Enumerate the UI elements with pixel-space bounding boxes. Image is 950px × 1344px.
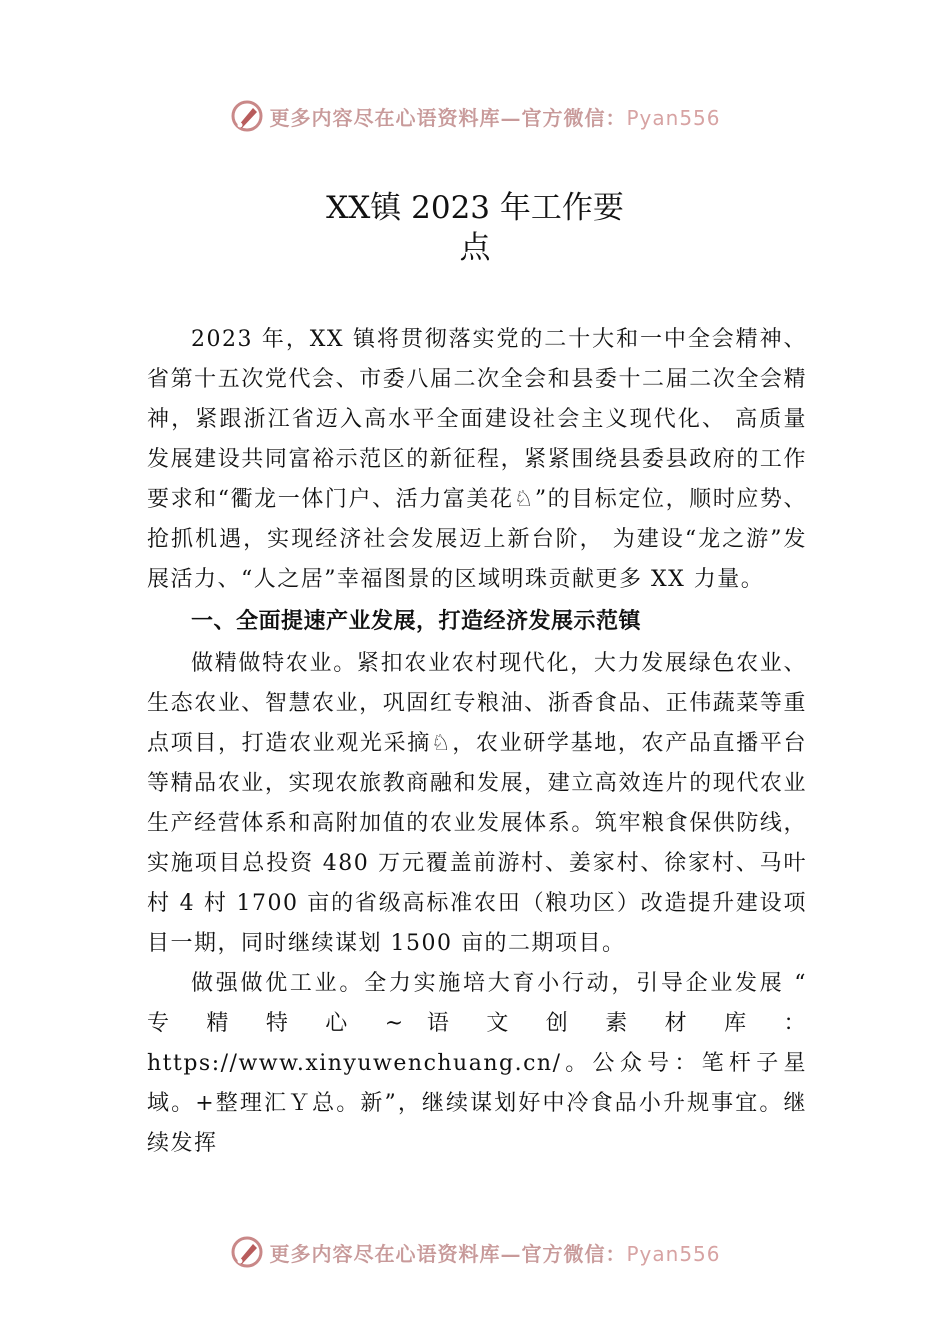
watermark-text-cn: 更多内容尽在心语资料库—官方微信： xyxy=(269,1241,627,1266)
document-body xyxy=(147,320,807,1164)
industry-paragraph: 做强做优工业。全力实施培大育小行动，引导企业发展 “ 专 精 特 心 ~ 语 文 创 素 材 库 ： https://www.xinyuwenchuang.cn/。公众号：笔杆子星域。+整理汇Ｙ总。新”，继续谋划好中冷食品小升规事宜。继续发挥 xyxy=(147,971,807,1156)
watermark-wechat-id: Pyan556 xyxy=(626,105,721,130)
pen-nib-icon xyxy=(229,1234,265,1270)
section-1-heading: 一、全面提速产业发展，打造经济发展示范镇 xyxy=(191,609,642,634)
intro-paragraph: 2023 年，XX 镇将贯彻落实党的二十大和一中全会精神、省第十五次党代会、市委八届二次全会和县委十二届二次全会精神，紧跟浙江省迈入高水平全面建设社会主义现代化、 高质量发展建设共同富裕示范区的新征程，紧紧围绕县委县政府的工作要求和“衢龙一体门户、活力富美花♘”的目标定位，顺时应势、抢抓机遇，实现经济社会发展迈上新台阶， 为建设“龙之游”发展活力、“人之居”幸福图景的区域明珠贡献更多 XX 力量。 xyxy=(147,327,807,592)
title-line-1: XX镇 2023 年工作要 xyxy=(326,190,624,226)
watermark-text xyxy=(269,1238,720,1267)
watermark-header xyxy=(0,96,950,136)
agriculture-paragraph: 做精做特农业。紧扣农业农村现代化，大力发展绿色农业、生态农业、智慧农业，巩固红专粮油、浙香食品、正伟蔬菜等重点项目，打造农业观光采摘♘，农业研学基地，农产品直播平台等精品农业，实现农旅教商融和发展，建立高效连片的现代农业生产经营体系和高附加值的农业发展体系。筑牢粮食保供防线，实施项目总投资 480 万元覆盖前游村、姜家村、徐家村、马叶村 4 村 1700 亩的省级高标准农田（粮功区）改造提升建设项目一期，同时继续谋划 1500 亩的二期项目。 xyxy=(147,651,807,956)
watermark-text xyxy=(269,102,720,131)
title-line-2: 点 xyxy=(459,230,491,266)
watermark-wechat-id: Pyan556 xyxy=(626,1241,721,1266)
document-title xyxy=(0,188,950,268)
pen-nib-icon xyxy=(229,98,265,134)
watermark-text-cn: 更多内容尽在心语资料库—官方微信： xyxy=(269,105,627,130)
watermark-footer xyxy=(0,1232,950,1272)
